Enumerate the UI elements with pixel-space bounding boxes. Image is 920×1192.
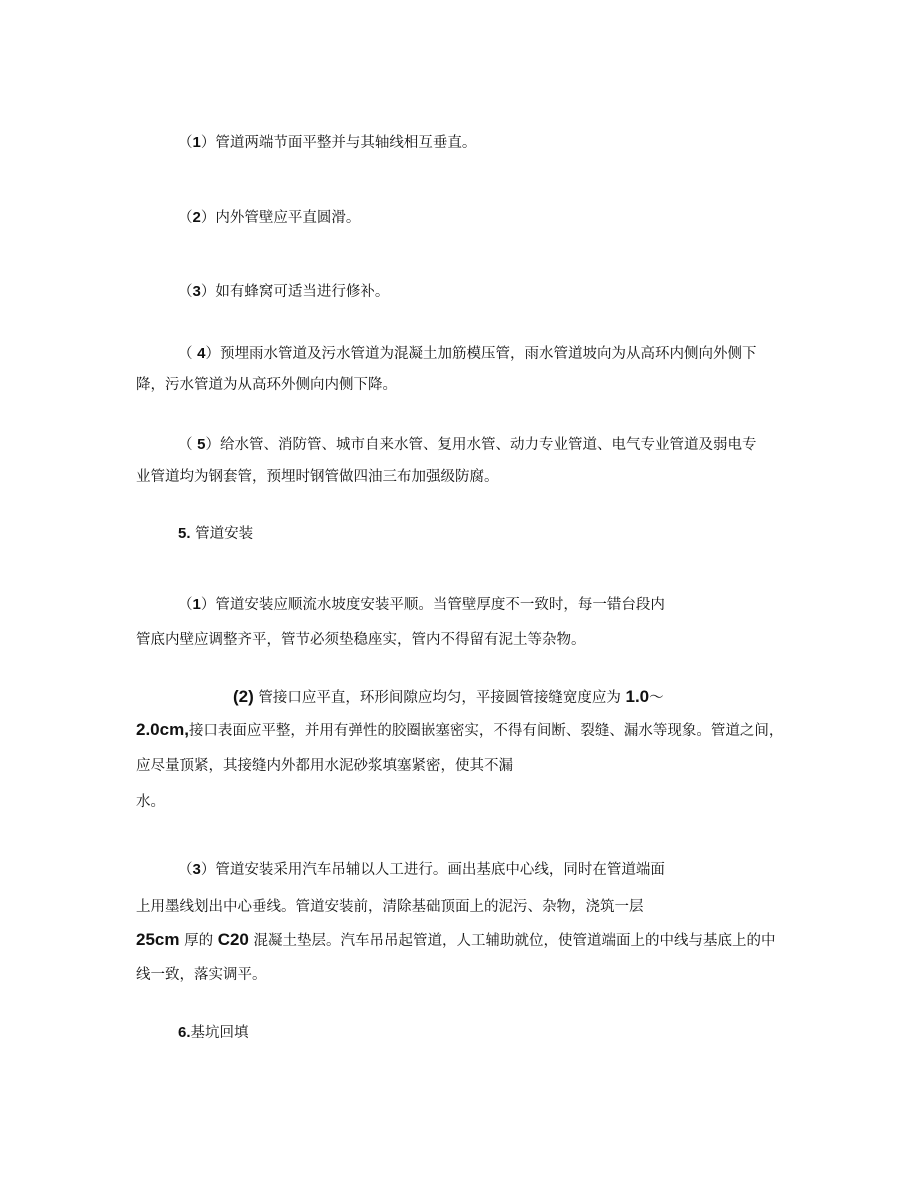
item-5-line-2 xyxy=(136,468,499,486)
install-3-line-3 xyxy=(136,931,776,950)
section-number: 6. xyxy=(178,1024,191,1041)
item-text: 混凝土垫层。汽车吊吊起管道，人工辅助就位，使管道端面上的中线与基底上的中 xyxy=(248,933,776,949)
paren-open: （ xyxy=(178,135,193,151)
install-1-line-1 xyxy=(178,596,665,614)
install-2-line-4 xyxy=(136,793,165,811)
item-text: 厚的 xyxy=(179,933,218,949)
paren-open: （ xyxy=(178,346,198,362)
item-text: 业管道均为钢套管，预埋时钢管做四油三布加强级防腐。 xyxy=(136,469,499,485)
item-text: ）预埋雨水管道及污水管道为混凝土加筋模压管，雨水管道坡向为从高环内侧向外侧下 xyxy=(205,346,757,362)
item-text: 管底内壁应调整齐平，管节必须垫稳座实，管内不得留有泥土等杂物。 xyxy=(136,632,586,648)
tilde-text: ～ xyxy=(649,690,664,706)
item-4-line-2 xyxy=(136,376,397,394)
section-heading-6 xyxy=(178,1024,249,1042)
paren-open: （ xyxy=(178,862,193,878)
install-2-line-2 xyxy=(136,721,783,740)
value-number: 1.0 xyxy=(625,687,650,706)
item-2-line xyxy=(178,209,360,227)
install-3-line-4 xyxy=(136,966,267,984)
value-number: C20 xyxy=(217,930,249,949)
install-3-line-2 xyxy=(136,898,644,916)
item-number: (2) xyxy=(233,687,254,706)
paren-open: （ xyxy=(178,597,193,613)
item-5-line-1 xyxy=(178,436,756,454)
item-text: ）管道两端节面平整并与其轴线相互垂直。 xyxy=(200,135,477,151)
item-text: 水。 xyxy=(136,794,165,810)
item-text: ）管道安装采用汽车吊辅以人工进行。画出基底中心线，同时在管道端面 xyxy=(200,862,665,878)
item-number: 1 xyxy=(192,134,201,151)
paren-open: （ xyxy=(178,210,193,226)
install-3-line-1 xyxy=(178,861,665,879)
item-number: 3 xyxy=(192,861,201,878)
install-2-line-1 xyxy=(233,688,664,707)
item-number: 5 xyxy=(197,436,206,453)
install-2-line-3 xyxy=(136,757,513,775)
item-number: 2 xyxy=(192,209,201,226)
paren-open: （ xyxy=(178,284,193,300)
install-1-line-2 xyxy=(136,631,586,649)
item-text: 上用墨线划出中心垂线。管道安装前，清除基础顶面上的泥污、杂物，浇筑一层 xyxy=(136,899,644,915)
item-text: ）内外管壁应平直圆滑。 xyxy=(200,210,361,226)
item-4-line-1 xyxy=(178,345,756,363)
item-text: ）如有蜂窝可适当进行修补。 xyxy=(200,284,390,300)
item-number: 1 xyxy=(192,596,201,613)
item-text: 应尽量顶紧，其接缝内外都用水泥砂浆填塞紧密，使其不漏 xyxy=(136,758,513,774)
section-title: 基坑回填 xyxy=(190,1025,249,1041)
item-text: 接口表面应平整，并用有弹性的胶圈嵌塞密实，不得有间断、裂缝、漏水等现象。管道之间， xyxy=(188,723,784,739)
item-text: 线一致，落实调平。 xyxy=(136,967,267,983)
section-title: 管道安装 xyxy=(190,526,254,542)
section-heading-5 xyxy=(178,525,253,543)
item-1-line xyxy=(178,134,476,152)
paren-open: （ xyxy=(178,437,198,453)
item-text: 降，污水管道为从高环外侧向内侧下降。 xyxy=(136,377,397,393)
value-number: 2.0cm, xyxy=(136,720,189,739)
item-number: 4 xyxy=(197,345,206,362)
item-text: ）管道安装应顺流水坡度安装平顺。当管壁厚度不一致时，每一错台段内 xyxy=(200,597,665,613)
item-3-line xyxy=(178,283,389,301)
item-text: ）给水管、消防管、城市自来水管、复用水管、动力专业管道、电气专业管道及弱电专 xyxy=(205,437,757,453)
section-number: 5. xyxy=(178,525,191,542)
item-text: 管接口应平直，环形间隙应均匀，平接圆管接缝宽度应为 xyxy=(253,690,626,706)
item-number: 3 xyxy=(192,283,201,300)
value-number: 25cm xyxy=(136,930,180,949)
